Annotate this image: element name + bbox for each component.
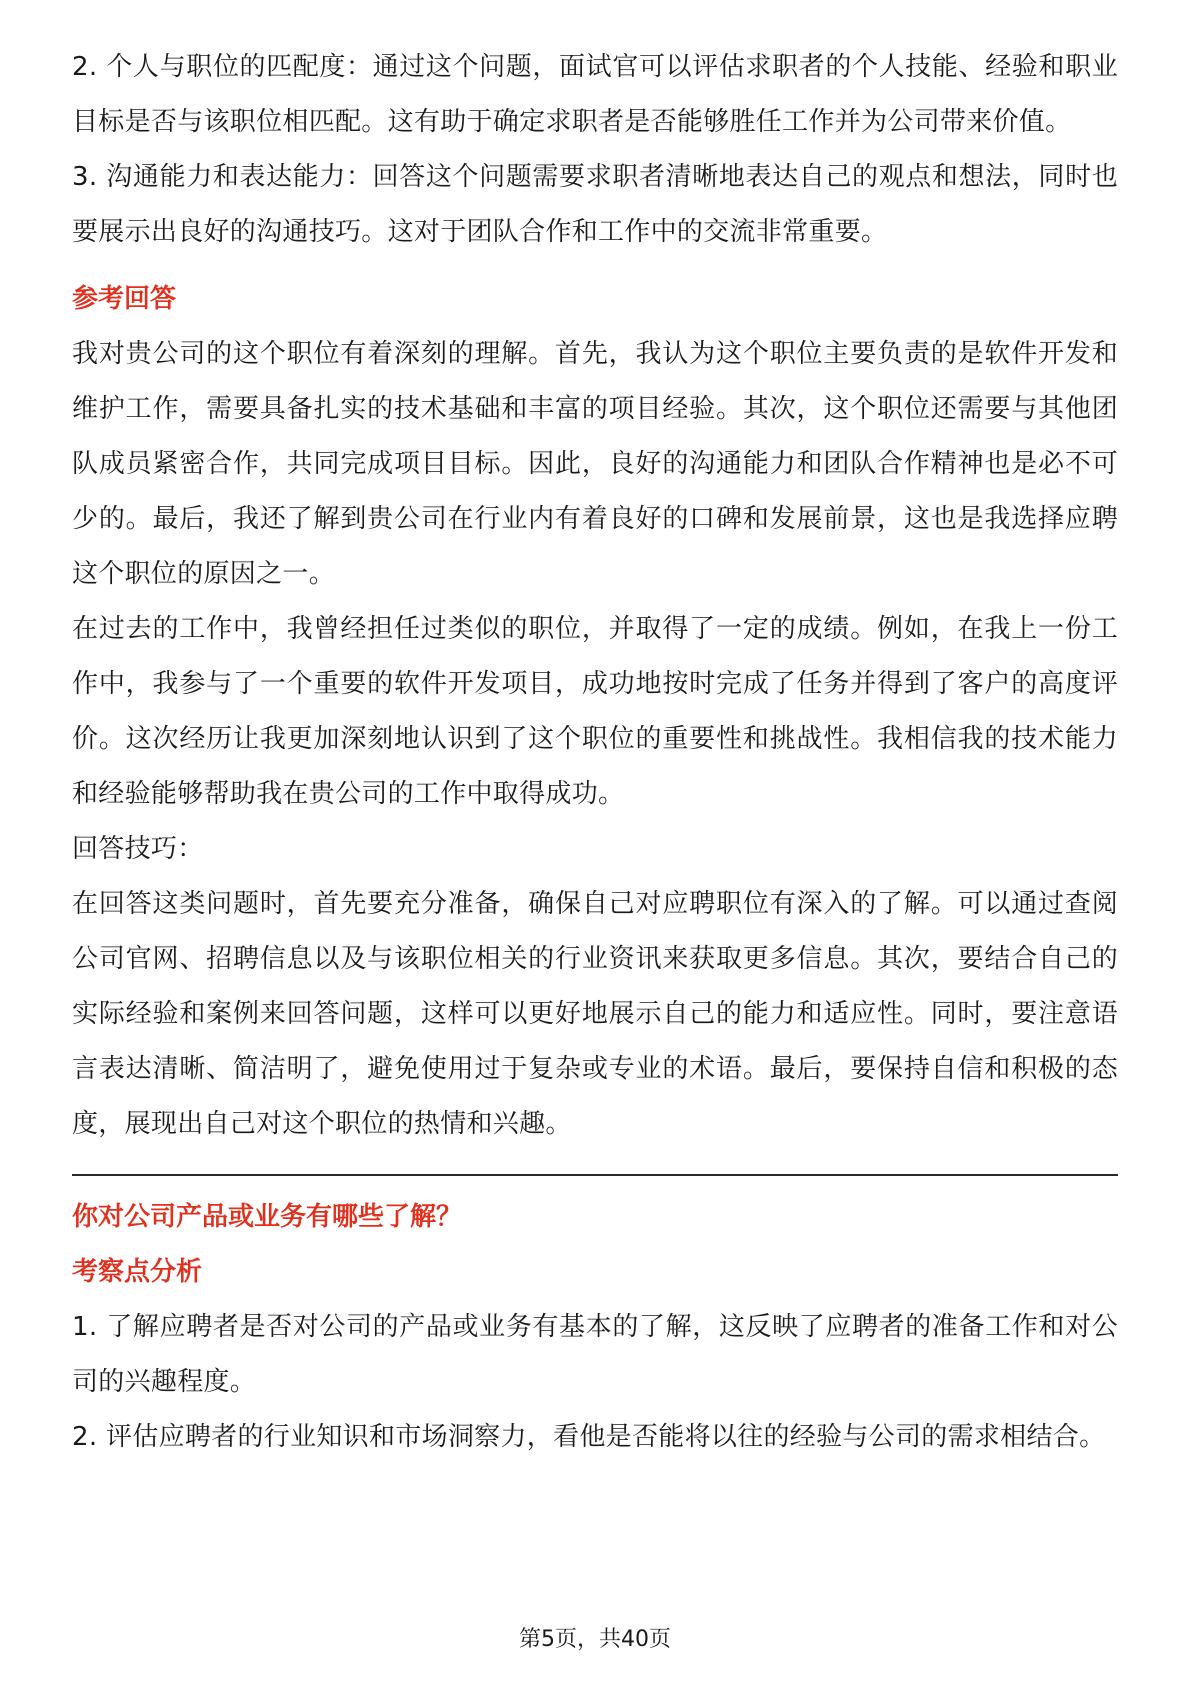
analysis-point-1: 1. 了解应聘者是否对公司的产品或业务有基本的了解，这反映了应聘者的准备工作和对公司的兴趣程度。 (72, 1312, 1118, 1397)
tips-label: 回答技巧： (72, 834, 204, 864)
tips-text: 在回答这类问题时，首先要充分准备，确保自己对应聘职位有深入的了解。可以通过查阅公司官网、招聘信息以及与该职位相关的行业资讯来获取更多信息。其次，要结合自己的实际经验和案例来回答问题，这样可以更好地展示自己的能力和适应性。同时，要注意语言表达清晰、简洁明了，避免使用过于复杂或专业的术语。最后，要保持自信和积极的态度，展现出自己对这个职位的热情和兴趣。 (72, 889, 1118, 1139)
intro-point-2: 2. 个人与职位的匹配度：通过这个问题，面试官可以评估求职者的个人技能、经验和职业目标是否与该职位相匹配。这有助于确定求职者是否能够胜任工作并为公司带来价值。 (72, 52, 1118, 137)
next-question-title: 你对公司产品或业务有哪些了解？ (72, 1202, 463, 1232)
reference-answer-paragraph-2: 在过去的工作中，我曾经担任过类似的职位，并取得了一定的成绩。例如，在我上一份工作中，我参与了一个重要的软件开发项目，成功地按时完成了任务并得到了客户的高度评价。这次经历让我更加深刻地认识到了这个职位的重要性和挑战性。我相信我的技术能力和经验能够帮助我在贵公司的工作中取得成功。 (72, 614, 1118, 809)
section-divider (72, 1174, 1118, 1176)
page-number-footer: 第5页，共40页 (519, 1627, 671, 1652)
analysis-point-2: 2. 评估应聘者的行业知识和市场洞察力，看他是否能将以往的经验与公司的需求相结合。 (72, 1422, 1106, 1452)
reference-answer-paragraph-1: 我对贵公司的这个职位有着深刻的理解。首先，我认为这个职位主要负责的是软件开发和维护工作，需要具备扎实的技术基础和丰富的项目经验。其次，这个职位还需要与其他团队成员紧密合作，共同完成项目目标。因此，良好的沟通能力和团队合作精神也是必不可少的。最后，我还了解到贵公司在行业内有着良好的口碑和发展前景，这也是我选择应聘这个职位的原因之一。 (72, 339, 1118, 589)
reference-answer-heading: 参考回答 (72, 284, 177, 314)
analysis-heading: 考察点分析 (72, 1257, 203, 1287)
intro-point-3: 3. 沟通能力和表达能力：回答这个问题需要求职者清晰地表达自己的观点和想法，同时也要展示出良好的沟通技巧。这对于团队合作和工作中的交流非常重要。 (72, 162, 1118, 247)
page-content (72, 40, 1118, 1465)
